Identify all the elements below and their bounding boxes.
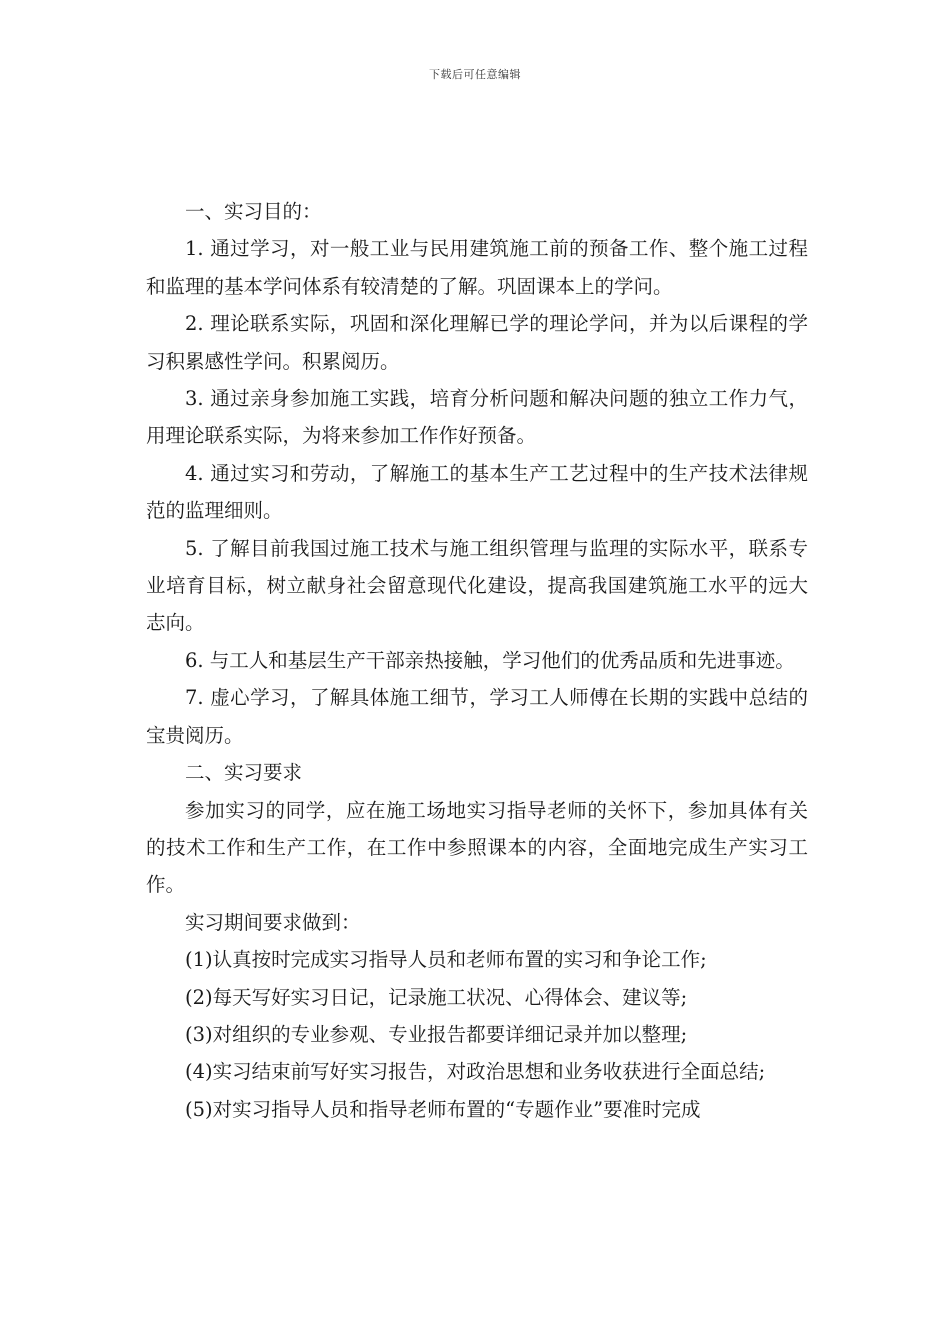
requirement-item-5: (5)对实习指导人员和指导老师布置的“专题作业”要准时完成 [185, 1097, 701, 1121]
requirements-intro: 参加实习的同学，应在施工场地实习指导老师的关怀下，参加具体有关的技术工作和生产工作，在工作中参照课本的内容，全面地完成生产实习工作。 [146, 798, 808, 897]
header-note: 下载后可任意编辑 [429, 68, 521, 81]
section-heading-requirements: 二、实习要求 [185, 761, 303, 785]
requirement-item-1: (1)认真按时完成实习指导人员和老师布置的实习和争论工作; [185, 948, 707, 972]
requirement-item-3: (3)对组织的专业参观、专业报告都要详细记录并加以整理; [185, 1022, 688, 1046]
purpose-item-5: 5. 了解目前我国过施工技术与施工组织管理与监理的实际水平，联系专业培育目标，树立献身社会留意现代化建设，提高我国建筑施工水平的远大志向。 [146, 536, 808, 635]
requirements-lead: 实习期间要求做到： [185, 910, 361, 934]
purpose-item-2: 2. 理论联系实际，巩固和深化理解已学的理论学问，并为以后课程的学习积累感性学问。积累阅历。 [146, 312, 808, 373]
section-heading-purpose: 一、实习目的： [185, 200, 322, 223]
requirement-item-2: (2)每天写好实习日记，记录施工状况、心得体会、建议等; [185, 985, 688, 1009]
purpose-item-1: 1. 通过学习，对一般工业与民用建筑施工前的预备工作、整个施工过程和监理的基本学问体系有较清楚的了解。巩固课本上的学问。 [146, 237, 808, 298]
purpose-item-3: 3. 通过亲身参加施工实践，培育分析问题和解决问题的独立工作力气，用理论联系实际，为将来参加工作作好预备。 [146, 387, 808, 448]
purpose-item-6: 6. 与工人和基层生产干部亲热接触，学习他们的优秀品质和先进事迹。 [185, 648, 795, 672]
document-body [146, 193, 808, 1128]
purpose-item-4: 4. 通过实习和劳动，了解施工的基本生产工艺过程中的生产技术法律规范的监理细则。 [146, 461, 808, 523]
requirement-item-4: (4)实习结束前写好实习报告，对政治思想和业务收获进行全面总结; [185, 1060, 766, 1084]
purpose-item-7: 7. 虚心学习，了解具体施工细节，学习工人师傅在长期的实践中总结的宝贵阅历。 [146, 686, 808, 747]
